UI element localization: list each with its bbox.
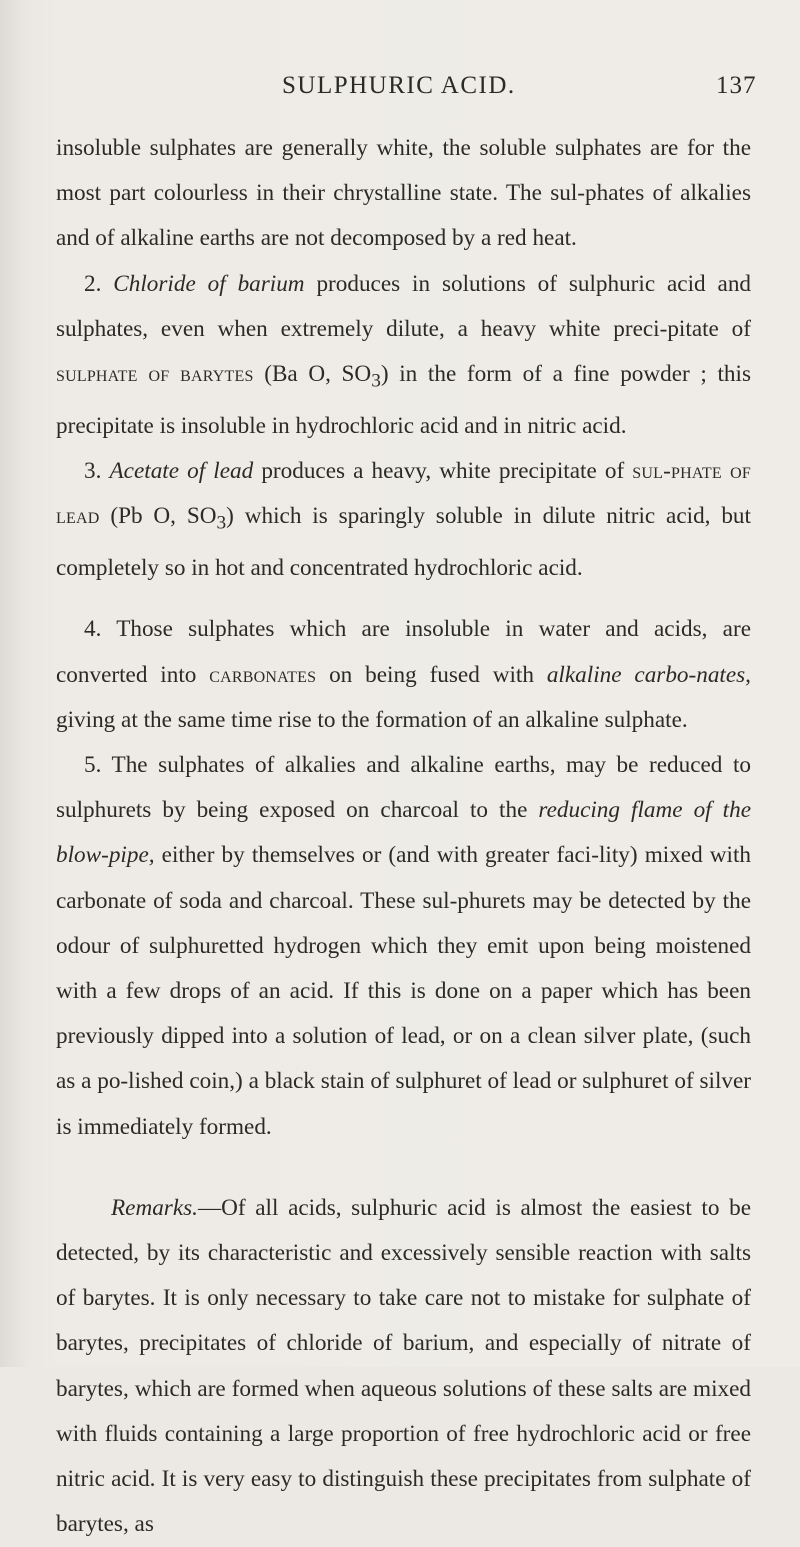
formula-subscript: 3 [216,512,227,534]
precipitate-name: sulphate of barytes [56,361,254,388]
emphasis-text: reducing flame of the blow-pipe, [56,797,751,869]
reagent-name: Acetate of lead [109,458,254,485]
paragraph-text: produces a heavy, white precipitate of [253,458,633,485]
paragraph-text: either by themselves or (and with greater faci-lity) mixed with carbonate of soda and charcoal. These sul-phurets may be detected by the odour of sulphuretted hydrogen which they emit upon being moistened with a few drops of an acid. If this is done on a paper which has been previously dipped into a solution of lead, or on a clean silver plate, (such as a po-lished coin,) a black stain of sulphuret of lead or sulphuret of silver is immediately formed. [56,842,751,1140]
running-head-title: SULPHURIC ACID. [282,72,516,99]
emphasis-text: alkaline carbo-nates, [546,661,751,688]
body-text [56,126,751,1547]
paragraph-text: on being fused with [316,661,547,688]
formula-text: (Pb O, SO [99,503,217,530]
reagent-name: Chloride of barium [113,270,305,297]
item-number: 5. [84,751,102,778]
paragraph-text: ) which is sparingly soluble in dilute nitric acid, but completely so in hot and concentrated hydrochloric acid. [56,503,751,582]
page-number: 137 [716,72,757,99]
paragraph-text: produces in solutions of sulphuric acid and sulphates, even when extremely dilute, a heavy white preci-pitate of [56,270,752,342]
remarks-heading: Remarks. [111,1194,198,1221]
precipitate-name: sul-phate of lead [56,458,751,530]
paragraph-text: —Of all acids, sulphuric acid is almost the easiest to be detected, by its characteristic and excessively sensible reaction with salts of barytes. It is only necessary to take care not to mistake for sulphate of barytes, precipitates of chloride of barium, and especially of nitrate of barytes, which are formed when aqueous solutions of these salts are mixed with fluids containing a large proportion of free hydrochloric acid or free nitric acid. It is very easy to distinguish these precipitates from sulphate of barytes, as [56,1194,751,1538]
item-number: 2. [84,270,102,297]
paragraph-item-2 [56,262,751,449]
item-number: 4. [84,616,102,643]
paragraph-item-5 [56,743,751,1150]
formula-subscript: 3 [371,370,381,392]
paragraph-remarks [56,1186,751,1547]
paragraph-text: ) in the form of a fine powder ; this precipitate is insoluble in hydrochloric acid and in nitric acid. [56,361,751,439]
running-head [0,72,800,112]
paragraph-continuation [56,126,751,262]
formula-text: (Ba O, SO [253,361,372,388]
paragraph-item-4 [56,607,751,743]
paragraph-text: insoluble sulphates are generally white, the soluble sulphates are for the most part colourless in their chrystalline state. The sul-phates of alkalies and of alkaline earths are not decomposed by a red heat. [56,135,751,252]
item-number: 3. [84,458,102,485]
compound-name: carbonates [209,661,317,688]
paragraph-text: Those sulphates which are insoluble in water and acids, are converted into [56,616,751,688]
paragraph-text: giving at the same time rise to the formation of an alkaline sulphate. [56,706,688,733]
paragraph-text: The sulphates of alkalies and alkaline earths, may be reduced to sulphurets by being exposed on charcoal to the [56,751,751,824]
paragraph-item-3 [56,449,751,591]
